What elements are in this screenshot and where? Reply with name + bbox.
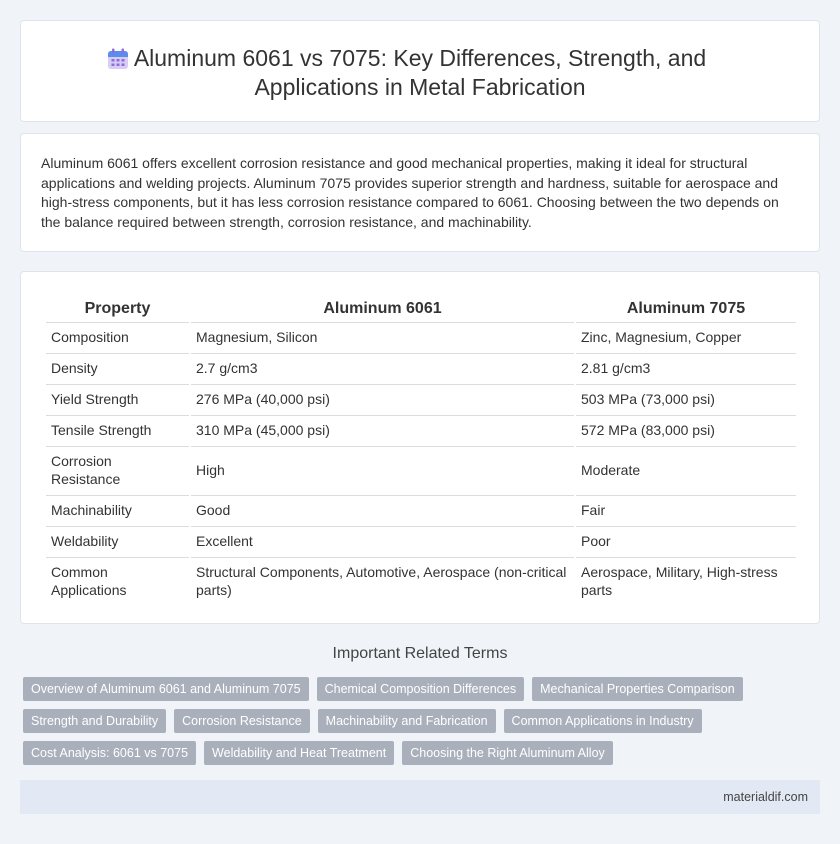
header-6061: Aluminum 6061	[323, 300, 442, 317]
related-term-tag[interactable]: Strength and Durability	[23, 709, 166, 733]
cell-7075: 572 MPa (83,000 psi)	[576, 415, 796, 444]
cell-property: Machinability	[46, 495, 189, 524]
footer-site[interactable]: materialdif.com	[723, 790, 808, 804]
cell-6061: 2.7 g/cm3	[191, 353, 574, 382]
related-term-tag[interactable]: Cost Analysis: 6061 vs 7075	[23, 741, 196, 765]
cell-7075: Fair	[576, 495, 796, 524]
related-term-tag[interactable]: Machinability and Fabrication	[318, 709, 496, 733]
comparison-table-card	[20, 271, 820, 624]
cell-7075: Zinc, Magnesium, Copper	[576, 322, 796, 351]
table-row	[46, 322, 796, 351]
header-card	[20, 20, 820, 122]
related-term-tag[interactable]: Overview of Aluminum 6061 and Aluminum 7075	[23, 677, 309, 701]
cell-property: Common Applications	[46, 557, 189, 604]
cell-property: Density	[46, 353, 189, 382]
cell-property: Corrosion Resistance	[46, 446, 189, 493]
header-7075: Aluminum 7075	[626, 300, 746, 317]
cell-6061: 276 MPa (40,000 psi)	[191, 384, 574, 413]
related-term-tag[interactable]: Corrosion Resistance	[174, 709, 310, 733]
table-row	[46, 557, 796, 604]
related-term-tag[interactable]: Choosing the Right Aluminum Alloy	[402, 741, 613, 765]
cell-property: Yield Strength	[46, 384, 189, 413]
cell-property: Composition	[46, 322, 189, 351]
table-row	[46, 446, 796, 493]
related-term-tag[interactable]: Mechanical Properties Comparison	[532, 677, 743, 701]
header-property: Property	[84, 300, 151, 317]
table-header-row	[46, 298, 796, 320]
table-row	[46, 384, 796, 413]
comparison-table	[44, 296, 798, 606]
related-term-tag[interactable]: Weldability and Heat Treatment	[204, 741, 394, 765]
related-terms-list	[23, 677, 823, 765]
related-term-tag[interactable]: Common Applications in Industry	[504, 709, 702, 733]
intro-paragraph: Aluminum 6061 offers excellent corrosion resistance and good mechanical properties, making it ideal for structural applications and welding projects. Aluminum 7075 provides superior strength and hardness, suitable for aerospace and high-stress components, but it has less corrosion resistance compared to 6061. Choosing between the two depends on the balance required between strength, corrosion resistance, and machinability.	[41, 155, 779, 230]
cell-7075: 2.81 g/cm3	[576, 353, 796, 382]
cell-6061: Structural Components, Automotive, Aerospace (non-critical parts)	[191, 557, 574, 604]
cell-7075: Aerospace, Military, High-stress parts	[576, 557, 796, 604]
cell-7075: 503 MPa (73,000 psi)	[576, 384, 796, 413]
cell-7075: Poor	[576, 526, 796, 555]
table-row	[46, 526, 796, 555]
cell-6061: 310 MPa (45,000 psi)	[191, 415, 574, 444]
cell-7075: Moderate	[576, 446, 796, 493]
table-row	[46, 495, 796, 524]
cell-6061: Magnesium, Silicon	[191, 322, 574, 351]
table-row	[46, 415, 796, 444]
cell-property: Weldability	[46, 526, 189, 555]
page-title: Aluminum 6061 vs 7075: Key Differences, Strength, and Applications in Metal Fabrication	[133, 45, 707, 100]
intro-card	[20, 133, 820, 252]
cell-6061: Excellent	[191, 526, 574, 555]
cell-6061: Good	[191, 495, 574, 524]
cell-property: Tensile Strength	[46, 415, 189, 444]
related-term-tag[interactable]: Chemical Composition Differences	[317, 677, 525, 701]
related-terms-title: Important Related Terms	[332, 645, 508, 662]
table-row	[46, 353, 796, 382]
cell-6061: High	[191, 446, 574, 493]
footer	[20, 780, 820, 814]
